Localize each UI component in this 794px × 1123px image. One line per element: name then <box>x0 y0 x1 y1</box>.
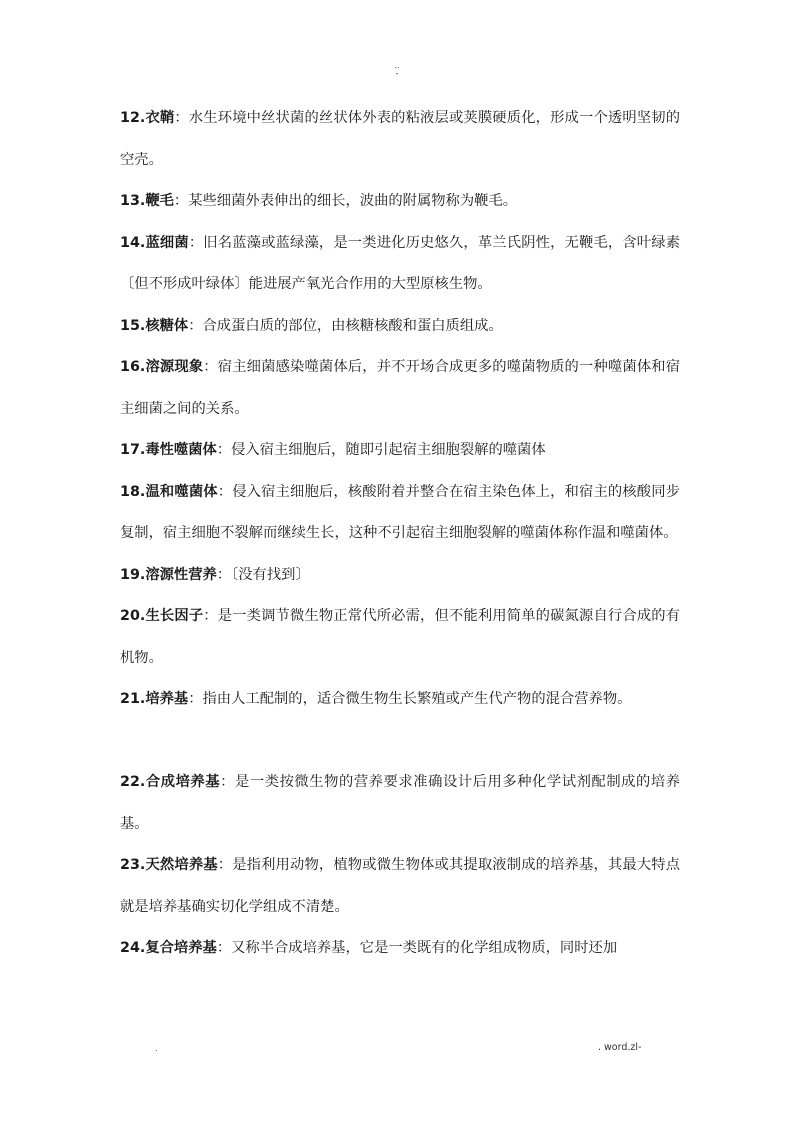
header-mark <box>0 62 794 78</box>
document-body <box>120 98 680 970</box>
separator: ： <box>217 483 233 500</box>
header-mark-top: .. <box>394 61 400 70</box>
definition-text: 侵入宿主细胞后，随即引起宿主细胞裂解的噬菌体 <box>231 442 546 458</box>
definition-text: 是指利用动物，植物或微生物体或其提取液制成的培养基，其最大特点就是培养基确实切化学组成不清楚。 <box>120 857 680 915</box>
definition-text: 合成蛋白质的部位，由核糖核酸和蛋白质组成。 <box>202 317 503 334</box>
entry-12 <box>120 98 680 181</box>
entry-20 <box>120 596 680 679</box>
separator: ： <box>217 857 233 873</box>
term-label: 13.鞭毛 <box>120 193 174 209</box>
definition-text: 水生环境中丝状菌的丝状体外表的粘液层或荚膜硬质化，形成一个透明坚韧的空壳。 <box>120 110 681 168</box>
blank-line <box>120 721 680 763</box>
footer-left-mark: . <box>155 1044 158 1053</box>
entry-19 <box>120 555 680 597</box>
definition-text: 是一类调节微生物正常代所必需，但不能利用简单的碳氮源自行合成的有机物。 <box>120 608 681 666</box>
definition-text: 又称半合成培养基，它是一类既有的化学组成物质，同时还加 <box>231 940 618 956</box>
separator: ： <box>173 193 189 209</box>
separator: ： <box>216 940 232 956</box>
definition-text: 宿主细菌感染噬菌体后，并不开场合成更多的噬菌物质的一种噬菌体和宿主细菌之间的关系。 <box>120 359 681 417</box>
term-label: 20.生长因子 <box>120 608 204 624</box>
separator: ： <box>188 691 203 707</box>
entry-15 <box>120 306 680 348</box>
entry-17 <box>120 430 680 472</box>
term-label: 24.复合培养基 <box>120 940 217 956</box>
entry-16 <box>120 347 680 430</box>
term-label: 19.溶源性营养 <box>120 566 217 583</box>
definition-text: 是一类按微生物的营养要求准确设计后用多种化学试剂配制成的培养基。 <box>120 774 681 832</box>
entry-13 <box>120 181 680 223</box>
definition-text: 旧名蓝藻或蓝绿藻，是一类进化历史悠久，革兰氏阴性，无鞭毛，含叶绿素〔但不形成叶绿体〕能进展产氧光合作用的大型原核生物。 <box>120 234 681 292</box>
definition-text: 侵入宿主细胞后，核酸附着并整合在宿主染色体上，和宿主的核酸同步复制，宿主细胞不裂解而继续生长，这种不引起宿主细胞裂解的噬菌体称作温和噬菌体。 <box>120 483 680 541</box>
separator: ： <box>174 110 189 126</box>
definition-text: 〔没有找到〕 <box>231 566 310 583</box>
definition-text: 指由人工配制的，适合微生物生长繁殖或产生代产物的混合营养物。 <box>202 691 632 707</box>
entry-21 <box>120 679 680 721</box>
term-label: 14.蓝细菌 <box>120 234 189 251</box>
separator: ： <box>188 317 203 334</box>
term-label: 16.溶源现象 <box>120 359 204 375</box>
separator: ： <box>216 442 232 458</box>
separator: ： <box>220 774 236 790</box>
footer-right-text: . word.zl- <box>598 1042 642 1053</box>
term-label: 12.衣鞘 <box>120 110 175 126</box>
term-label: 23.天然培养基 <box>120 857 218 873</box>
term-label: 17.毒性噬菌体 <box>120 442 217 458</box>
entry-24 <box>120 928 680 970</box>
entry-14 <box>120 223 680 306</box>
term-label: 18.温和噬菌体 <box>120 483 218 500</box>
entry-22 <box>120 762 680 845</box>
definition-text: 某些细菌外表伸出的细长，波曲的附属物称为鞭毛。 <box>188 193 518 209</box>
separator: ： <box>203 608 218 624</box>
entry-18 <box>120 472 680 555</box>
term-label: 21.培养基 <box>120 691 189 707</box>
term-label: 15.核糖体 <box>120 317 189 334</box>
term-label: 22.合成培养基 <box>120 774 221 790</box>
separator: ： <box>216 566 232 583</box>
separator: ： <box>203 359 218 375</box>
separator: ： <box>188 234 204 251</box>
header-mark-bottom: - <box>395 69 399 78</box>
entry-23 <box>120 845 680 928</box>
